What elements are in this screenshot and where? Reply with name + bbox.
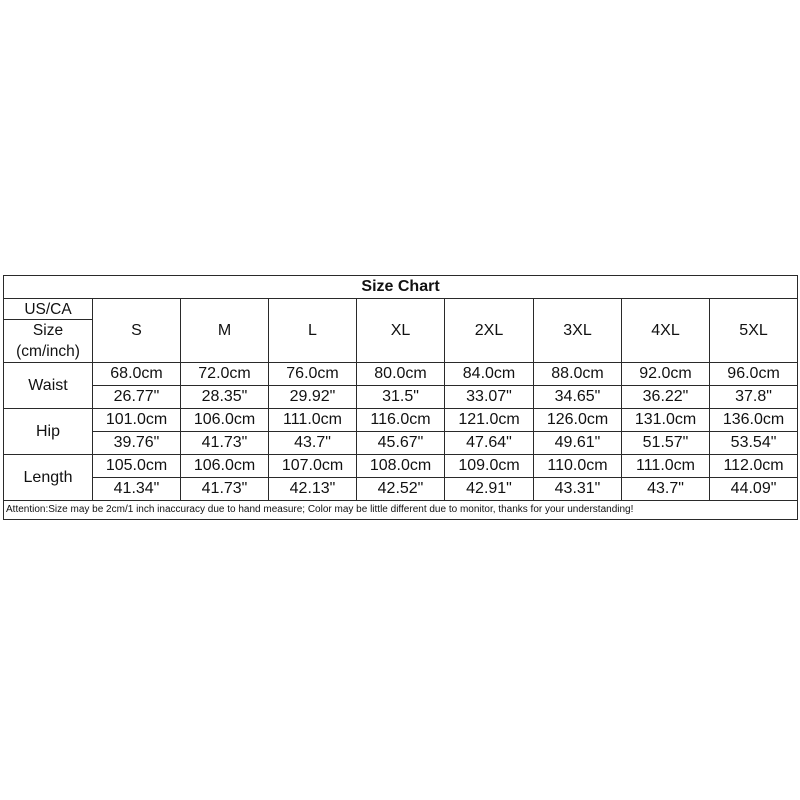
header-label-line: US/CA xyxy=(24,300,72,318)
measurement-cell xyxy=(445,409,534,455)
size-header-2xl: 2XL xyxy=(445,299,534,363)
size-header-l: L xyxy=(269,299,357,363)
measurement-cell xyxy=(93,409,181,455)
cm-value: 76.0cm xyxy=(286,365,339,382)
inch-value: 29.92" xyxy=(289,388,336,405)
measurement-cell xyxy=(269,455,357,501)
measurement-cell xyxy=(269,409,357,455)
cm-value: 88.0cm xyxy=(551,365,604,382)
measurement-cell xyxy=(534,455,622,501)
cm-value: 126.0cm xyxy=(546,411,609,428)
measurement-cell xyxy=(181,363,269,409)
size-header-3xl: 3XL xyxy=(534,299,622,363)
inch-value: 43.31" xyxy=(554,480,601,497)
row-label-waist: Waist xyxy=(4,363,93,409)
cm-value: 80.0cm xyxy=(374,365,427,382)
size-header-m: M xyxy=(181,299,269,363)
cm-value: 105.0cm xyxy=(105,457,168,474)
inch-value: 36.22" xyxy=(642,388,689,405)
cm-value: 84.0cm xyxy=(462,365,516,382)
measurement-cell xyxy=(534,409,622,455)
size-chart-table xyxy=(3,275,798,520)
cm-value: 101.0cm xyxy=(105,411,168,428)
cm-value: 110.0cm xyxy=(547,457,608,474)
table-row-hip xyxy=(4,409,798,455)
inch-value: 33.07" xyxy=(466,388,512,405)
cm-value: 111.0cm xyxy=(283,411,342,428)
size-header-4xl: 4XL xyxy=(622,299,710,363)
attention-note: Attention:Size may be 2cm/1 inch inaccuracy due to hand measure; Color may be little different due to monitor, thanks for your understanding! xyxy=(4,501,798,520)
measurement-cell xyxy=(357,363,445,409)
inch-value: 47.64" xyxy=(466,434,512,451)
inch-value: 39.76" xyxy=(113,434,160,451)
measurement-cell xyxy=(534,363,622,409)
inch-value: 49.61" xyxy=(554,434,601,451)
inch-value: 34.65" xyxy=(554,388,601,405)
measurement-cell xyxy=(445,363,534,409)
cm-value: 121.0cm xyxy=(458,411,520,428)
measurement-cell xyxy=(93,455,181,501)
measurement-cell xyxy=(622,363,710,409)
measurement-cell xyxy=(622,455,710,501)
measurement-cell xyxy=(269,363,357,409)
measurement-cell xyxy=(357,409,445,455)
inch-value: 41.34" xyxy=(113,480,160,497)
row-label-hip: Hip xyxy=(4,409,93,455)
cm-value: 111.0cm xyxy=(636,457,695,474)
header-label-line: Size xyxy=(32,321,64,339)
inch-value: 28.35" xyxy=(201,388,248,405)
inch-value: 43.7" xyxy=(647,480,684,497)
inch-value: 43.7" xyxy=(294,434,331,451)
table-row-waist xyxy=(4,363,798,409)
measurement-cell xyxy=(93,363,181,409)
cm-value: 106.0cm xyxy=(193,411,256,428)
inch-value: 42.13" xyxy=(289,480,336,497)
inch-value: 45.67" xyxy=(377,434,424,451)
measurement-cell xyxy=(710,455,798,501)
cm-value: 96.0cm xyxy=(727,365,780,382)
measurement-cell xyxy=(357,455,445,501)
inch-value: 31.5" xyxy=(382,388,419,405)
inch-value: 42.91" xyxy=(466,480,512,497)
cm-value: 107.0cm xyxy=(281,457,344,474)
cm-value: 109.0cm xyxy=(458,457,520,474)
inch-value: 53.54" xyxy=(730,434,777,451)
cm-value: 131.0cm xyxy=(634,411,697,428)
inch-value: 51.57" xyxy=(642,434,689,451)
table-row-length xyxy=(4,455,798,501)
measurement-cell xyxy=(181,409,269,455)
inch-value: 26.77" xyxy=(113,388,160,405)
inch-value: 37.8" xyxy=(735,388,772,405)
chart-title: Size Chart xyxy=(4,276,798,299)
measurement-cell xyxy=(710,363,798,409)
size-header-label xyxy=(4,299,93,363)
header-label-line: (cm/inch) xyxy=(16,342,80,360)
cm-value: 112.0cm xyxy=(723,457,784,474)
inch-value: 41.73" xyxy=(201,480,248,497)
inch-value: 42.52" xyxy=(377,480,424,497)
measurement-cell xyxy=(445,455,534,501)
cm-value: 136.0cm xyxy=(722,411,785,428)
cm-value: 116.0cm xyxy=(370,411,431,428)
size-header-xl: XL xyxy=(357,299,445,363)
size-header-s: S xyxy=(93,299,181,363)
measurement-cell xyxy=(622,409,710,455)
cm-value: 108.0cm xyxy=(369,457,432,474)
cm-value: 106.0cm xyxy=(193,457,256,474)
cm-value: 72.0cm xyxy=(198,365,251,382)
measurement-cell xyxy=(710,409,798,455)
size-chart xyxy=(3,275,797,520)
size-header-5xl: 5XL xyxy=(710,299,798,363)
cm-value: 92.0cm xyxy=(639,365,692,382)
cm-value: 68.0cm xyxy=(110,365,163,382)
inch-value: 44.09" xyxy=(730,480,777,497)
row-label-length: Length xyxy=(4,455,93,501)
measurement-cell xyxy=(181,455,269,501)
inch-value: 41.73" xyxy=(201,434,248,451)
